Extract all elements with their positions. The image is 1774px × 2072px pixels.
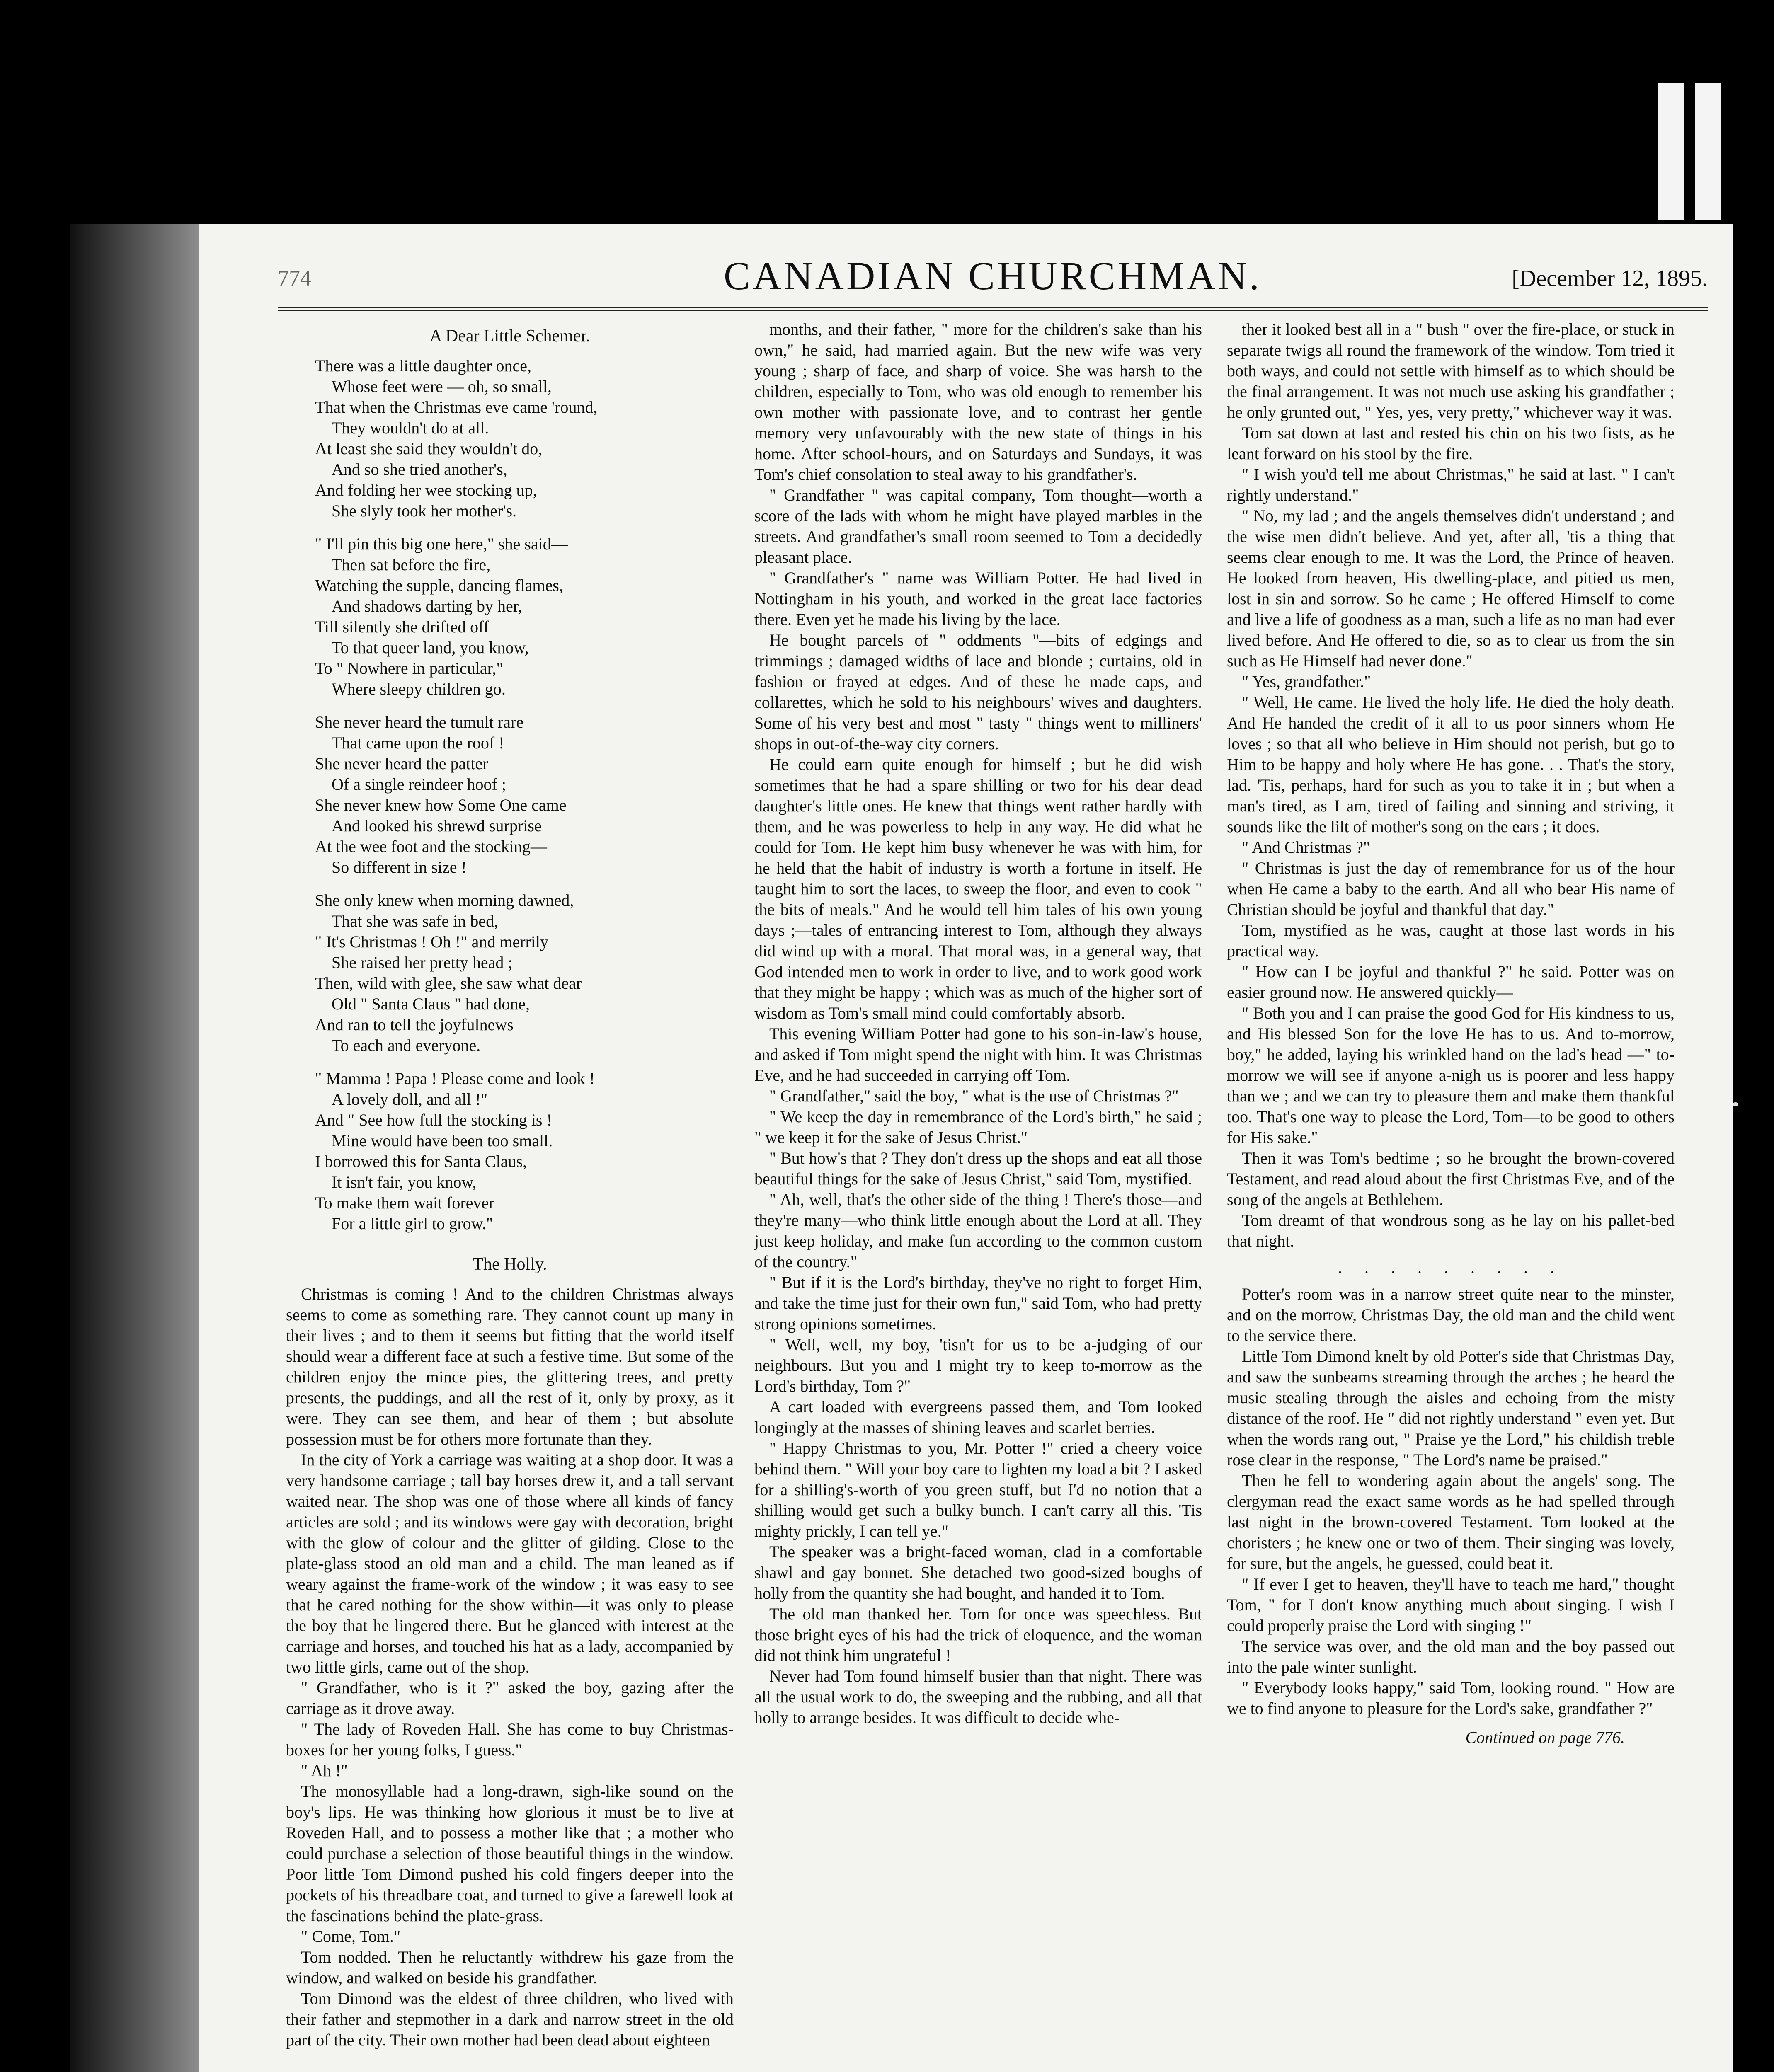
poem-line: So different in size ! [332, 858, 467, 876]
article-body [286, 1284, 734, 2050]
paragraph: " Happy Christmas to you, Mr. Potter !" cried a cheery voice behind them. " Will your boy care to lighten my load a bit ? I asked for a shilling's-worth of you green stuff, but I'd no notion that a shilling would get such a bulky bunch. I can't carry all this. 'Tis mighty prickly, I can tell ye." [754, 1439, 1202, 1540]
newspaper-page [199, 224, 1733, 2072]
paragraph: " We keep the day in remembrance of the Lord's birth," he said ; " we keep it for the sake of Jesus Christ." [754, 1107, 1202, 1147]
scan-speck [1733, 1102, 1738, 1106]
paragraph: " Everybody looks happy," said Tom, looking round. " How are we to find anyone to pleasure for the Lord's sake, grandfather ?" [1227, 1678, 1675, 1718]
paragraph: Tom sat down at last and rested his chin on his two fists, as he leant forward on his stool by the fire. [1227, 424, 1675, 463]
poem-line: I borrowed this for Santa Claus, [315, 1152, 527, 1171]
poem-line: She never knew how Some One came [315, 796, 567, 814]
poem-line: Till silently she drifted off [315, 617, 489, 636]
paragraph: " How can I be joyful and thankful ?" he said. Potter was on easier ground now. He answered quickly— [1227, 962, 1675, 1002]
paragraph: In the city of York a carriage was waiting at a shop door. It was a very handsome carriage ; tall bay horses drew it, and a tall servant waited near. The shop was one of those where all kinds of fancy articles are sold ; and its windows were gay with decoration, bright with the glow of colour and the glitter of gilding. Close to the plate-glass stood an old man and a child. The man leaned as if weary against the frame-work of the window ; it was easy to see that he cared nothing for the show within—it was only to please the boy that he lingered there. But he glanced with interest at the carriage and horses, and touched his hat as a lady, accompanied by two little girls, came out of the shop. [286, 1450, 734, 1676]
poem-line: At the wee foot and the stocking— [315, 837, 547, 856]
poem-line: Then sat before the fire, [332, 555, 491, 574]
poem-line: And looked his shrewd surprise [332, 816, 542, 835]
poem-line: Then, wild with glee, she saw what dear [315, 974, 582, 992]
binding-bar [1695, 83, 1721, 220]
poem-line: She only knew when morning dawned, [315, 891, 574, 910]
poem-line: At least she said they wouldn't do, [315, 439, 543, 458]
poem-line: And folding her wee stocking up, [315, 481, 537, 499]
poem-line: That she was safe in bed, [332, 912, 499, 930]
poem-line: A lovely doll, and all !" [332, 1090, 488, 1109]
paragraph: " Yes, grandfather." [1242, 672, 1371, 691]
poem-line: That came upon the roof ! [332, 733, 504, 752]
paragraph: " I wish you'd tell me about Christmas," he said at last. " I can't rightly understand." [1227, 465, 1675, 504]
paragraph: Then he fell to wondering again about the angels' song. The clergyman read the exact same words as he had spelled through last night in the brown-covered Testament. Tom looked at the choristers ; he knew one or two of them. Their singing was lovely, for sure, but the angels, he guessed, could beat it. [1227, 1471, 1675, 1573]
paragraph: months, and their father, " more for the children's sake than his own," he said, had married again. But the new wife was very young ; sharp of face, and sharp of voice. She was harsh to the children, especially to Tom, who was old enough to remember his own mother with passionate love, and to contrast her gentle memory very unfavourably with the new state of things in his home. After school-hours, and on Saturdays and Sundays, it was Tom's chief consolation to steal away to his grandfather's. [754, 320, 1202, 484]
paragraph: " Ah !" [301, 1761, 348, 1780]
paragraph: " Come, Tom." [301, 1927, 401, 1946]
poem-line: To make them wait forever [315, 1193, 494, 1212]
masthead: CANADIAN CHURCHMAN. [723, 254, 1262, 298]
poem-line: And ran to tell the joyfulnews [315, 1015, 514, 1034]
poem-title: A Dear Little Schemer. [429, 327, 590, 346]
poem-line: Whose feet were — oh, so small, [332, 377, 552, 396]
paragraph: He could earn quite enough for himself ; but he did wish sometimes that he had a spare shilling or two for his dear dead daughter's little ones. He knew that things went rather hardly with them, and he was powerless to help in any way. He did what he could for Tom. He kept him busy whenever he was with him, for he held that the habit of industry is worth a fortune in itself. He taught him to sort the laces, to sweep the floor, and even to cook " the bits of meals." And he would tell him tales of his own young days ;—tales of entrancing interest to Tom, although they always did wind up with a moral. That moral was, in a general way, that God intended men to work in order to live, and to work good work that they might be happy ; which was as much of the higher sort of wisdom as Tom's small mind could comfortably absorb. [754, 755, 1202, 1022]
paragraph: " But if it is the Lord's birthday, they've no right to forget Him, and take the time just for their own fun," said Tom, who had pretty strong opinions sometimes. [754, 1273, 1202, 1333]
poem-line: " I'll pin this big one here," she said— [315, 535, 568, 553]
paragraph: " And Christmas ?" [1242, 838, 1370, 857]
poem-line: To " Nowhere in particular," [315, 659, 503, 678]
paragraph: The old man thanked her. Tom for once was speechless. But those bright eyes of his had the trick of eloquence, and the woman did not think him ungrateful ! [754, 1605, 1202, 1665]
poem-stanza [315, 1068, 734, 1234]
poem-line: It isn't fair, you know, [332, 1173, 477, 1191]
article-body [1227, 1284, 1675, 1719]
paragraph: The monosyllable had a long-drawn, sigh-like sound on the boy's lips. He was thinking how glorious it must be to live at Roveden Hall, and to possess a mother like that ; a mother who could purchase a selection of those beautiful things in the window. Poor little Tom Dimond pushed his cold fingers deeper into the pockets of his threadbare coat, and turned to give a farewell look at the fascinations behind the plate-grass. [286, 1782, 734, 1925]
poem-line: And so she tried another's, [332, 460, 507, 479]
poem-line: " Mamma ! Papa ! Please come and look ! [315, 1069, 595, 1088]
paragraph: " No, my lad ; and the angels themselves didn't understand ; and the wise men didn't believe. And yet, after all, 'tis a thing that seems clear enough to me. It was the Lord, the Prince of heaven. He looked from heaven, His dwelling-place, and pitied us men, lost in sin and sorrow. So he came ; He offered Himself to come and live a life of goodness as a man, such a life as no man had ever lived before. And He offered to die, so as to clear us from the sin such as He Himself had never done." [1227, 506, 1675, 670]
poem-line: They wouldn't do at all. [332, 419, 489, 437]
paragraph: Then it was Tom's bedtime ; so he brought the brown-covered Testament, and read aloud about the first Christmas Eve, and of the song of the angels at Bethlehem. [1227, 1149, 1675, 1209]
paragraph: Never had Tom found himself busier than that night. There was all the usual work to do, the sweeping and the rubbing, and all that holly to arrange besides. It was difficult to decide whe- [754, 1667, 1202, 1727]
poem-line: Of a single reindeer hoof ; [332, 775, 506, 794]
column-3 [1227, 319, 1675, 1748]
poem-line: And shadows darting by her, [332, 597, 522, 615]
paragraph: " Grandfather " was capital company, Tom thought—worth a score of the lads with whom he might have played marbles in the streets. And grandfather's small room seemed to Tom a decidedly pleasant place. [754, 486, 1202, 566]
poem-line: To each and everyone. [332, 1036, 481, 1055]
section-break: . . . . . . . . . [1338, 1258, 1563, 1277]
paragraph: Tom dreamt of that wondrous song as he lay on his pallet-bed that night. [1227, 1211, 1675, 1250]
poem-line: She slyly took her mother's. [332, 501, 517, 520]
poem-line: And " See how full the stocking is ! [315, 1111, 552, 1129]
paragraph: Tom, mystified as he was, caught at those last words in his practical way. [1227, 921, 1675, 960]
paragraph: Tom nodded. Then he reluctantly withdrew his gaze from the window, and walked on beside his grandfather. [286, 1948, 734, 1987]
paragraph: The service was over, and the old man and the boy passed out into the pale winter sunlight. [1227, 1637, 1675, 1676]
article-body [754, 319, 1202, 1728]
poem-line: Where sleepy children go. [332, 680, 506, 698]
column-2 [754, 319, 1202, 1728]
paragraph: " Christmas is just the day of remembrance for us of the hour when He came a baby to the earth. And all who bear His name of Christian should be joyful and thankful that day." [1227, 859, 1675, 919]
paragraph: " Well, well, my boy, 'tisn't for us to be a-judging of our neighbours. But you and I might try to keep to-morrow as the Lord's birthday, Tom ?" [754, 1335, 1202, 1395]
poem-line: She never heard the patter [315, 754, 488, 773]
poem-line: She never heard the tumult rare [315, 713, 524, 731]
paragraph: ther it looked best all in a " bush " over the fire-place, or stuck in separate twigs all round the framework of the window. Tom tried it both ways, and could not settle with himself as to which should be the final arrangement. It was not much use asking his grandfather ; he only grunted out, " Yes, yes, very pretty," whichever way it was. [1227, 320, 1675, 421]
poem-stanza [315, 534, 734, 700]
binding-bar [1658, 83, 1684, 220]
article-title: The Holly. [473, 1255, 547, 1274]
column-1 [286, 319, 734, 2050]
paragraph: " Well, He came. He lived the holy life. He died the holy death. And He handed the credit of it all to us poor sinners whom He loves ; so that all who believe in Him should not perish, but go to Him to be happy and holy where He has gone. . . That's the story, lad. 'Tis, perhaps, hard for such as you to take it in ; but when a man's tired, as I am, tired of failing and sinning and striving, it sounds like the lilt of mother's song on the ears ; it does. [1227, 693, 1675, 836]
paragraph: A cart loaded with evergreens passed them, and Tom looked longingly at the masses of shining leaves and scarlet berries. [754, 1397, 1202, 1437]
paragraph: " But how's that ? They don't dress up the shops and eat all those beautiful things for the sake of Jesus Christ," said Tom, mystified. [754, 1149, 1202, 1188]
poem [286, 356, 734, 1234]
poem-line: That when the Christmas eve came 'round, [315, 398, 598, 416]
paragraph: Potter's room was in a narrow street quite near to the minster, and on the morrow, Christmas Day, the old man and the child went to the service there. [1227, 1285, 1675, 1345]
poem-line: There was a little daughter once, [315, 356, 531, 375]
paragraph: The speaker was a bright-faced woman, clad in a comfortable shawl and gay bonnet. She detached two good-sized boughs of holly from the quantity she had bought, and handed it to Tom. [754, 1542, 1202, 1602]
paragraph: This evening William Potter had gone to his son-in-law's house, and asked if Tom might spend the night with him. It was Christmas Eve, and he had succeeded in carrying off Tom. [754, 1024, 1202, 1084]
paragraph: " Ah, well, that's the other side of the thing ! There's those—and they're many—who think little enough about the Lord at all. They just keep holiday, and make fun according to the common custom of the country." [754, 1190, 1202, 1271]
poem-line: To that queer land, you know, [332, 638, 529, 657]
poem-line: " It's Christmas ! Oh !" and merrily [315, 932, 549, 951]
page-header [278, 253, 1708, 303]
paragraph: " Grandfather, who is it ?" asked the boy, gazing after the carriage as it drove away. [286, 1678, 734, 1718]
poem-stanza [315, 890, 734, 1056]
paragraph: " Grandfather," said the boy, " what is the use of Christmas ?" [769, 1087, 1179, 1105]
paragraph: Christmas is coming ! And to the children Christmas always seems to come as something rare. They cannot count up many in their lives ; and to them it seems but fitting that the world itself should wear a different face at such a festive time. But some of the children enjoy the mince pies, the glittering trees, and pretty presents, the puddings, and all the rest of it, only by proxy, as it were. They can see them, and hear of them ; but absolute possession must be for others more fortunate than they. [286, 1285, 734, 1448]
issue-date: [December 12, 1895. [1512, 266, 1708, 291]
paragraph: Tom Dimond was the eldest of three children, who lived with their father and stepmother in a dark and narrow street in the old part of the city. Their own mother had been dead about eighteen [286, 1989, 734, 2049]
poem-stanza [315, 712, 734, 878]
page-number: 774 [278, 266, 311, 290]
poem-stanza [315, 356, 734, 521]
poem-line: Old " Santa Claus " had done, [332, 995, 530, 1013]
paragraph: " Grandfather's " name was William Potter. He had lived in Nottingham in his youth, and worked in the great lace factories there. Even yet he made his living by the lace. [754, 569, 1202, 629]
paragraph: He bought parcels of " oddments "—bits of edgings and trimmings ; damaged widths of lace and blonde ; curtains, old in fashion or frayed at edges. And of these he made caps, and collarettes, which he sold to his neighbours' wives and daughters. Some of his very best and most " tasty " things went to milliners' shops in out-of-the-way city corners. [754, 631, 1202, 753]
paragraph: Little Tom Dimond knelt by old Potter's side that Christmas Day, and saw the sunbeams streaming through the arches ; he heard the music stealing through the aisles and echoing from the misty distance of the roof. He " did not rightly understand " even yet. But when the words rang out, " Praise ye the Lord," his childish treble rose clear in the response, " The Lord's name be praised." [1227, 1347, 1675, 1469]
continued-note: Continued on page 776. [1465, 1728, 1625, 1747]
header-rule [278, 307, 1708, 311]
poem-line: She raised her pretty head ; [332, 953, 513, 972]
article-body [1227, 319, 1675, 1251]
poem-line: Watching the supple, dancing flames, [315, 576, 563, 595]
paragraph: " If ever I get to heaven, they'll have to teach me hard," thought Tom, " for I don't know anything much about singing. I wish I could properly praise the Lord with singing !" [1227, 1575, 1675, 1635]
poem-line: Mine would have been too small. [332, 1131, 553, 1150]
paragraph: " The lady of Roveden Hall. She has come to buy Christmas-boxes for her young folks, I guess." [286, 1720, 734, 1759]
paragraph: " Both you and I can praise the good God for His kindness to us, and His blessed Son for the love He has to us. And to-morrow, boy," he added, laying his wrinkled hand on the lad's head —" to-morrow we will see if anyone a-nigh us is poorer and less happy than we ; and we can try to pleasure them and make them thankful too. That's one way to please the Lord, Tom—to be good to others for His sake." [1227, 1004, 1675, 1147]
poem-line: For a little girl to grow." [332, 1214, 493, 1233]
